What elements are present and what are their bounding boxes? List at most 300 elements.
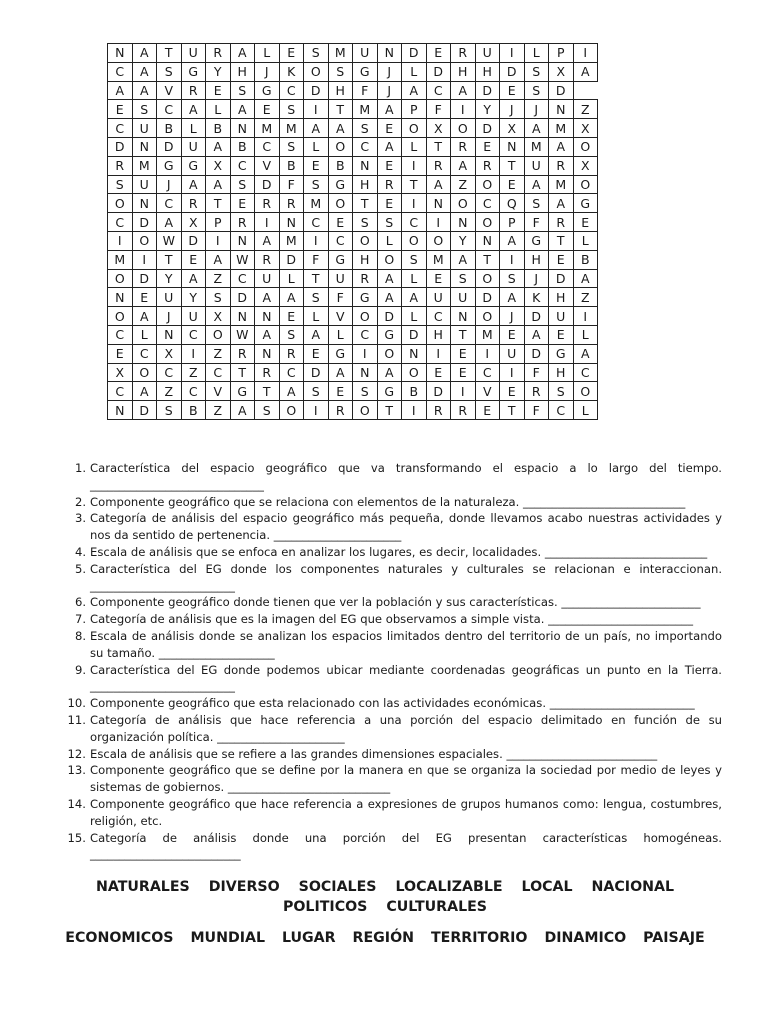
- grid-cell[interactable]: G: [377, 325, 402, 344]
- grid-cell[interactable]: O: [206, 325, 231, 344]
- grid-cell[interactable]: G: [255, 81, 280, 100]
- grid-cell[interactable]: R: [426, 401, 451, 420]
- grid-cell[interactable]: A: [108, 81, 133, 100]
- grid-cell[interactable]: Z: [206, 269, 231, 288]
- grid-cell[interactable]: S: [353, 382, 378, 401]
- grid-cell[interactable]: Z: [157, 382, 182, 401]
- grid-cell[interactable]: H: [451, 62, 476, 81]
- grid-cell[interactable]: E: [573, 213, 598, 232]
- grid-cell[interactable]: I: [573, 44, 598, 63]
- grid-cell[interactable]: O: [451, 119, 476, 138]
- grid-cell[interactable]: D: [157, 137, 182, 156]
- grid-cell[interactable]: I: [402, 156, 427, 175]
- grid-cell[interactable]: M: [304, 194, 329, 213]
- grid-cell[interactable]: T: [206, 194, 231, 213]
- grid-cell[interactable]: M: [549, 175, 574, 194]
- grid-cell[interactable]: N: [132, 194, 157, 213]
- grid-cell[interactable]: U: [451, 288, 476, 307]
- grid-cell[interactable]: N: [353, 363, 378, 382]
- grid-cell[interactable]: G: [157, 156, 182, 175]
- grid-cell[interactable]: R: [549, 213, 574, 232]
- answer-blank[interactable]: _________________________: [90, 578, 235, 593]
- grid-cell[interactable]: I: [500, 44, 525, 63]
- grid-cell[interactable]: M: [255, 119, 280, 138]
- grid-cell[interactable]: S: [157, 401, 182, 420]
- grid-cell[interactable]: O: [377, 344, 402, 363]
- grid-cell[interactable]: E: [426, 269, 451, 288]
- grid-cell[interactable]: E: [279, 307, 304, 326]
- grid-cell[interactable]: S: [328, 62, 353, 81]
- grid-cell[interactable]: S: [304, 175, 329, 194]
- grid-cell[interactable]: S: [108, 175, 133, 194]
- grid-cell[interactable]: D: [549, 81, 574, 100]
- grid-cell[interactable]: B: [402, 382, 427, 401]
- grid-cell[interactable]: I: [500, 363, 525, 382]
- grid-cell[interactable]: U: [426, 288, 451, 307]
- grid-cell[interactable]: C: [157, 194, 182, 213]
- grid-cell[interactable]: I: [132, 250, 157, 269]
- grid-cell[interactable]: J: [255, 62, 280, 81]
- grid-cell[interactable]: E: [108, 344, 133, 363]
- grid-cell[interactable]: P: [206, 213, 231, 232]
- grid-cell[interactable]: R: [549, 156, 574, 175]
- grid-cell[interactable]: A: [402, 288, 427, 307]
- grid-cell[interactable]: S: [353, 119, 378, 138]
- grid-cell[interactable]: E: [426, 363, 451, 382]
- grid-cell[interactable]: C: [181, 382, 206, 401]
- grid-cell[interactable]: C: [328, 231, 353, 250]
- grid-cell[interactable]: G: [353, 288, 378, 307]
- grid-cell[interactable]: O: [132, 363, 157, 382]
- grid-cell[interactable]: X: [573, 156, 598, 175]
- grid-cell[interactable]: M: [475, 325, 500, 344]
- grid-cell[interactable]: A: [451, 156, 476, 175]
- grid-cell[interactable]: N: [500, 137, 525, 156]
- grid-cell[interactable]: R: [451, 401, 476, 420]
- grid-cell[interactable]: C: [181, 325, 206, 344]
- grid-cell[interactable]: D: [475, 288, 500, 307]
- grid-cell[interactable]: I: [426, 344, 451, 363]
- grid-cell[interactable]: S: [279, 325, 304, 344]
- grid-cell[interactable]: C: [230, 156, 255, 175]
- grid-cell[interactable]: O: [426, 231, 451, 250]
- grid-cell[interactable]: Z: [206, 401, 231, 420]
- grid-cell[interactable]: V: [255, 156, 280, 175]
- grid-cell[interactable]: A: [573, 62, 598, 81]
- grid-cell[interactable]: E: [377, 156, 402, 175]
- grid-cell[interactable]: Z: [181, 363, 206, 382]
- grid-cell[interactable]: E: [500, 325, 525, 344]
- grid-cell[interactable]: N: [230, 119, 255, 138]
- grid-cell[interactable]: N: [108, 44, 133, 63]
- grid-cell[interactable]: E: [230, 194, 255, 213]
- grid-cell[interactable]: S: [353, 213, 378, 232]
- grid-cell[interactable]: U: [475, 44, 500, 63]
- grid-cell[interactable]: S: [230, 175, 255, 194]
- grid-cell[interactable]: R: [328, 401, 353, 420]
- grid-cell[interactable]: E: [108, 100, 133, 119]
- grid-cell[interactable]: N: [451, 213, 476, 232]
- answer-blank[interactable]: ____________________________: [227, 780, 391, 795]
- answer-blank[interactable]: ________________________: [561, 595, 701, 610]
- grid-cell[interactable]: S: [377, 213, 402, 232]
- grid-cell[interactable]: R: [451, 44, 476, 63]
- grid-cell[interactable]: R: [353, 269, 378, 288]
- grid-cell[interactable]: I: [108, 231, 133, 250]
- grid-cell[interactable]: I: [206, 231, 231, 250]
- grid-cell[interactable]: E: [328, 382, 353, 401]
- grid-cell[interactable]: F: [328, 288, 353, 307]
- grid-cell[interactable]: O: [108, 307, 133, 326]
- grid-cell[interactable]: S: [524, 81, 549, 100]
- grid-cell[interactable]: E: [206, 81, 231, 100]
- grid-cell[interactable]: C: [108, 213, 133, 232]
- grid-cell[interactable]: M: [279, 231, 304, 250]
- grid-cell[interactable]: D: [426, 382, 451, 401]
- grid-cell[interactable]: R: [255, 250, 280, 269]
- grid-cell[interactable]: I: [304, 100, 329, 119]
- grid-cell[interactable]: A: [549, 194, 574, 213]
- grid-cell[interactable]: V: [328, 307, 353, 326]
- grid-cell[interactable]: R: [451, 137, 476, 156]
- grid-cell[interactable]: B: [328, 156, 353, 175]
- grid-cell[interactable]: S: [304, 382, 329, 401]
- grid-cell[interactable]: D: [426, 62, 451, 81]
- grid-cell[interactable]: E: [304, 344, 329, 363]
- grid-cell[interactable]: I: [353, 344, 378, 363]
- grid-cell[interactable]: A: [255, 288, 280, 307]
- grid-cell[interactable]: J: [377, 62, 402, 81]
- grid-cell[interactable]: E: [304, 156, 329, 175]
- grid-cell[interactable]: I: [475, 344, 500, 363]
- grid-cell[interactable]: D: [475, 81, 500, 100]
- answer-blank[interactable]: __________________________: [506, 746, 658, 761]
- grid-cell[interactable]: U: [353, 44, 378, 63]
- grid-cell[interactable]: H: [353, 250, 378, 269]
- grid-cell[interactable]: D: [304, 81, 329, 100]
- grid-cell[interactable]: D: [132, 401, 157, 420]
- grid-cell[interactable]: A: [206, 175, 231, 194]
- grid-cell[interactable]: D: [549, 269, 574, 288]
- grid-cell[interactable]: N: [279, 213, 304, 232]
- grid-cell[interactable]: E: [475, 137, 500, 156]
- grid-cell[interactable]: X: [108, 363, 133, 382]
- grid-cell[interactable]: C: [132, 344, 157, 363]
- grid-cell[interactable]: I: [255, 213, 280, 232]
- grid-cell[interactable]: O: [377, 250, 402, 269]
- grid-cell[interactable]: A: [451, 250, 476, 269]
- grid-cell[interactable]: Y: [181, 288, 206, 307]
- grid-cell[interactable]: E: [328, 213, 353, 232]
- grid-cell[interactable]: A: [328, 119, 353, 138]
- grid-cell[interactable]: A: [377, 269, 402, 288]
- grid-cell[interactable]: C: [206, 363, 231, 382]
- grid-cell[interactable]: U: [181, 44, 206, 63]
- grid-cell[interactable]: T: [304, 269, 329, 288]
- grid-cell[interactable]: N: [353, 156, 378, 175]
- grid-cell[interactable]: A: [132, 62, 157, 81]
- grid-cell[interactable]: U: [255, 269, 280, 288]
- grid-cell[interactable]: O: [475, 175, 500, 194]
- grid-cell[interactable]: T: [353, 194, 378, 213]
- grid-cell[interactable]: B: [206, 119, 231, 138]
- grid-cell[interactable]: O: [328, 194, 353, 213]
- grid-cell[interactable]: R: [230, 213, 255, 232]
- grid-cell[interactable]: A: [132, 382, 157, 401]
- grid-cell[interactable]: G: [573, 194, 598, 213]
- grid-cell[interactable]: L: [402, 62, 427, 81]
- grid-cell[interactable]: L: [573, 231, 598, 250]
- grid-cell[interactable]: A: [181, 269, 206, 288]
- grid-cell[interactable]: A: [573, 269, 598, 288]
- grid-cell[interactable]: E: [475, 401, 500, 420]
- grid-cell[interactable]: L: [377, 231, 402, 250]
- grid-cell[interactable]: N: [402, 344, 427, 363]
- grid-cell[interactable]: E: [255, 100, 280, 119]
- grid-cell[interactable]: X: [549, 62, 574, 81]
- grid-cell[interactable]: A: [377, 363, 402, 382]
- grid-cell[interactable]: S: [206, 288, 231, 307]
- grid-cell[interactable]: R: [181, 81, 206, 100]
- grid-cell[interactable]: X: [573, 119, 598, 138]
- grid-cell[interactable]: X: [206, 307, 231, 326]
- grid-cell[interactable]: B: [279, 156, 304, 175]
- grid-cell[interactable]: R: [255, 194, 280, 213]
- grid-cell[interactable]: G: [353, 62, 378, 81]
- grid-cell[interactable]: N: [230, 307, 255, 326]
- grid-cell[interactable]: A: [304, 119, 329, 138]
- grid-cell[interactable]: R: [279, 194, 304, 213]
- grid-cell[interactable]: W: [230, 250, 255, 269]
- grid-cell[interactable]: R: [255, 363, 280, 382]
- grid-cell[interactable]: F: [524, 213, 549, 232]
- grid-cell[interactable]: C: [402, 213, 427, 232]
- grid-cell[interactable]: T: [426, 137, 451, 156]
- grid-cell[interactable]: D: [304, 363, 329, 382]
- grid-cell[interactable]: N: [426, 194, 451, 213]
- grid-cell[interactable]: C: [304, 213, 329, 232]
- grid-cell[interactable]: V: [475, 382, 500, 401]
- grid-cell[interactable]: E: [279, 44, 304, 63]
- grid-cell[interactable]: L: [573, 325, 598, 344]
- grid-cell[interactable]: M: [353, 100, 378, 119]
- grid-cell[interactable]: I: [573, 307, 598, 326]
- grid-cell[interactable]: Y: [206, 62, 231, 81]
- grid-cell[interactable]: A: [181, 100, 206, 119]
- grid-cell[interactable]: O: [108, 194, 133, 213]
- grid-cell[interactable]: J: [157, 175, 182, 194]
- answer-blank[interactable]: ______________________________: [90, 477, 264, 492]
- grid-cell[interactable]: Y: [157, 269, 182, 288]
- grid-cell[interactable]: D: [132, 213, 157, 232]
- grid-cell[interactable]: L: [132, 325, 157, 344]
- grid-cell[interactable]: E: [500, 81, 525, 100]
- grid-cell[interactable]: L: [402, 137, 427, 156]
- grid-cell[interactable]: F: [304, 250, 329, 269]
- grid-cell[interactable]: L: [304, 137, 329, 156]
- grid-cell[interactable]: F: [279, 175, 304, 194]
- grid-cell[interactable]: L: [206, 100, 231, 119]
- grid-cell[interactable]: E: [451, 363, 476, 382]
- grid-cell[interactable]: O: [108, 269, 133, 288]
- grid-cell[interactable]: N: [255, 307, 280, 326]
- grid-cell[interactable]: V: [206, 382, 231, 401]
- grid-cell[interactable]: L: [524, 44, 549, 63]
- grid-cell[interactable]: R: [426, 156, 451, 175]
- grid-cell[interactable]: E: [377, 194, 402, 213]
- grid-cell[interactable]: U: [132, 119, 157, 138]
- grid-cell[interactable]: A: [524, 119, 549, 138]
- grid-cell[interactable]: D: [132, 269, 157, 288]
- grid-cell[interactable]: A: [255, 325, 280, 344]
- answer-blank[interactable]: _________________________: [548, 612, 694, 627]
- grid-cell[interactable]: D: [475, 119, 500, 138]
- grid-cell[interactable]: O: [573, 175, 598, 194]
- grid-cell[interactable]: A: [451, 81, 476, 100]
- grid-cell[interactable]: A: [402, 81, 427, 100]
- grid-cell[interactable]: A: [206, 250, 231, 269]
- grid-cell[interactable]: B: [181, 401, 206, 420]
- grid-cell[interactable]: X: [206, 156, 231, 175]
- grid-cell[interactable]: S: [279, 100, 304, 119]
- grid-cell[interactable]: C: [426, 81, 451, 100]
- grid-cell[interactable]: D: [524, 307, 549, 326]
- grid-cell[interactable]: I: [500, 250, 525, 269]
- grid-cell[interactable]: S: [524, 62, 549, 81]
- grid-cell[interactable]: H: [230, 62, 255, 81]
- grid-cell[interactable]: C: [549, 401, 574, 420]
- grid-cell[interactable]: A: [132, 44, 157, 63]
- grid-cell[interactable]: N: [108, 401, 133, 420]
- grid-cell[interactable]: C: [279, 363, 304, 382]
- grid-cell[interactable]: O: [573, 382, 598, 401]
- grid-cell[interactable]: N: [451, 307, 476, 326]
- grid-cell[interactable]: X: [157, 344, 182, 363]
- grid-cell[interactable]: I: [451, 100, 476, 119]
- grid-cell[interactable]: A: [304, 325, 329, 344]
- grid-cell[interactable]: O: [475, 307, 500, 326]
- grid-cell[interactable]: M: [328, 44, 353, 63]
- grid-cell[interactable]: S: [157, 62, 182, 81]
- grid-cell[interactable]: N: [475, 231, 500, 250]
- grid-cell[interactable]: O: [402, 363, 427, 382]
- grid-cell[interactable]: A: [132, 307, 157, 326]
- grid-cell[interactable]: J: [524, 269, 549, 288]
- grid-cell[interactable]: G: [328, 250, 353, 269]
- grid-cell[interactable]: D: [230, 288, 255, 307]
- grid-cell[interactable]: E: [500, 175, 525, 194]
- grid-cell[interactable]: L: [255, 44, 280, 63]
- grid-cell[interactable]: M: [132, 156, 157, 175]
- grid-cell[interactable]: L: [402, 307, 427, 326]
- grid-cell[interactable]: S: [500, 269, 525, 288]
- grid-cell[interactable]: E: [451, 344, 476, 363]
- answer-blank[interactable]: ____________________________: [544, 544, 708, 559]
- grid-cell[interactable]: C: [157, 363, 182, 382]
- grid-cell[interactable]: H: [328, 81, 353, 100]
- grid-cell[interactable]: S: [230, 81, 255, 100]
- answer-blank[interactable]: ____________________: [158, 645, 275, 660]
- grid-cell[interactable]: P: [500, 213, 525, 232]
- grid-cell[interactable]: D: [402, 325, 427, 344]
- grid-cell[interactable]: D: [402, 44, 427, 63]
- grid-cell[interactable]: A: [549, 137, 574, 156]
- grid-cell[interactable]: I: [304, 231, 329, 250]
- grid-cell[interactable]: Q: [500, 194, 525, 213]
- grid-cell[interactable]: R: [206, 44, 231, 63]
- grid-cell[interactable]: C: [108, 62, 133, 81]
- grid-cell[interactable]: H: [524, 250, 549, 269]
- grid-cell[interactable]: S: [304, 44, 329, 63]
- answer-blank[interactable]: _________________________: [90, 679, 235, 694]
- grid-cell[interactable]: X: [500, 119, 525, 138]
- grid-cell[interactable]: O: [475, 213, 500, 232]
- grid-cell[interactable]: A: [132, 81, 157, 100]
- grid-cell[interactable]: O: [451, 194, 476, 213]
- grid-cell[interactable]: E: [549, 325, 574, 344]
- grid-cell[interactable]: R: [524, 382, 549, 401]
- grid-cell[interactable]: M: [279, 119, 304, 138]
- answer-blank[interactable]: ____________________________: [523, 494, 686, 509]
- grid-cell[interactable]: A: [157, 213, 182, 232]
- grid-cell[interactable]: W: [230, 325, 255, 344]
- grid-cell[interactable]: N: [157, 325, 182, 344]
- grid-cell[interactable]: N: [255, 344, 280, 363]
- grid-cell[interactable]: G: [181, 156, 206, 175]
- grid-cell[interactable]: I: [426, 213, 451, 232]
- grid-cell[interactable]: T: [230, 363, 255, 382]
- grid-cell[interactable]: H: [353, 175, 378, 194]
- grid-cell[interactable]: O: [402, 231, 427, 250]
- grid-cell[interactable]: C: [108, 119, 133, 138]
- grid-cell[interactable]: U: [524, 156, 549, 175]
- grid-cell[interactable]: Z: [206, 344, 231, 363]
- grid-cell[interactable]: T: [157, 250, 182, 269]
- grid-cell[interactable]: L: [573, 401, 598, 420]
- grid-cell[interactable]: B: [573, 250, 598, 269]
- grid-cell[interactable]: O: [353, 231, 378, 250]
- grid-cell[interactable]: B: [157, 119, 182, 138]
- grid-cell[interactable]: C: [475, 363, 500, 382]
- grid-cell[interactable]: N: [132, 137, 157, 156]
- grid-cell[interactable]: A: [279, 288, 304, 307]
- grid-cell[interactable]: C: [230, 269, 255, 288]
- grid-cell[interactable]: S: [255, 401, 280, 420]
- grid-cell[interactable]: R: [108, 156, 133, 175]
- grid-cell[interactable]: U: [181, 137, 206, 156]
- grid-cell[interactable]: U: [157, 288, 182, 307]
- grid-cell[interactable]: D: [181, 231, 206, 250]
- grid-cell[interactable]: U: [549, 307, 574, 326]
- grid-cell[interactable]: C: [108, 382, 133, 401]
- grid-cell[interactable]: A: [500, 231, 525, 250]
- grid-cell[interactable]: A: [377, 288, 402, 307]
- grid-cell[interactable]: U: [181, 307, 206, 326]
- grid-cell[interactable]: T: [328, 100, 353, 119]
- grid-cell[interactable]: O: [132, 231, 157, 250]
- grid-cell[interactable]: C: [475, 194, 500, 213]
- grid-cell[interactable]: I: [181, 344, 206, 363]
- grid-cell[interactable]: C: [255, 137, 280, 156]
- grid-cell[interactable]: M: [426, 250, 451, 269]
- grid-cell[interactable]: T: [500, 156, 525, 175]
- answer-blank[interactable]: ______________________: [217, 729, 345, 744]
- grid-cell[interactable]: T: [157, 44, 182, 63]
- grid-cell[interactable]: D: [279, 250, 304, 269]
- answer-blank[interactable]: ______________________: [273, 528, 402, 543]
- grid-cell[interactable]: N: [377, 44, 402, 63]
- grid-cell[interactable]: Z: [573, 288, 598, 307]
